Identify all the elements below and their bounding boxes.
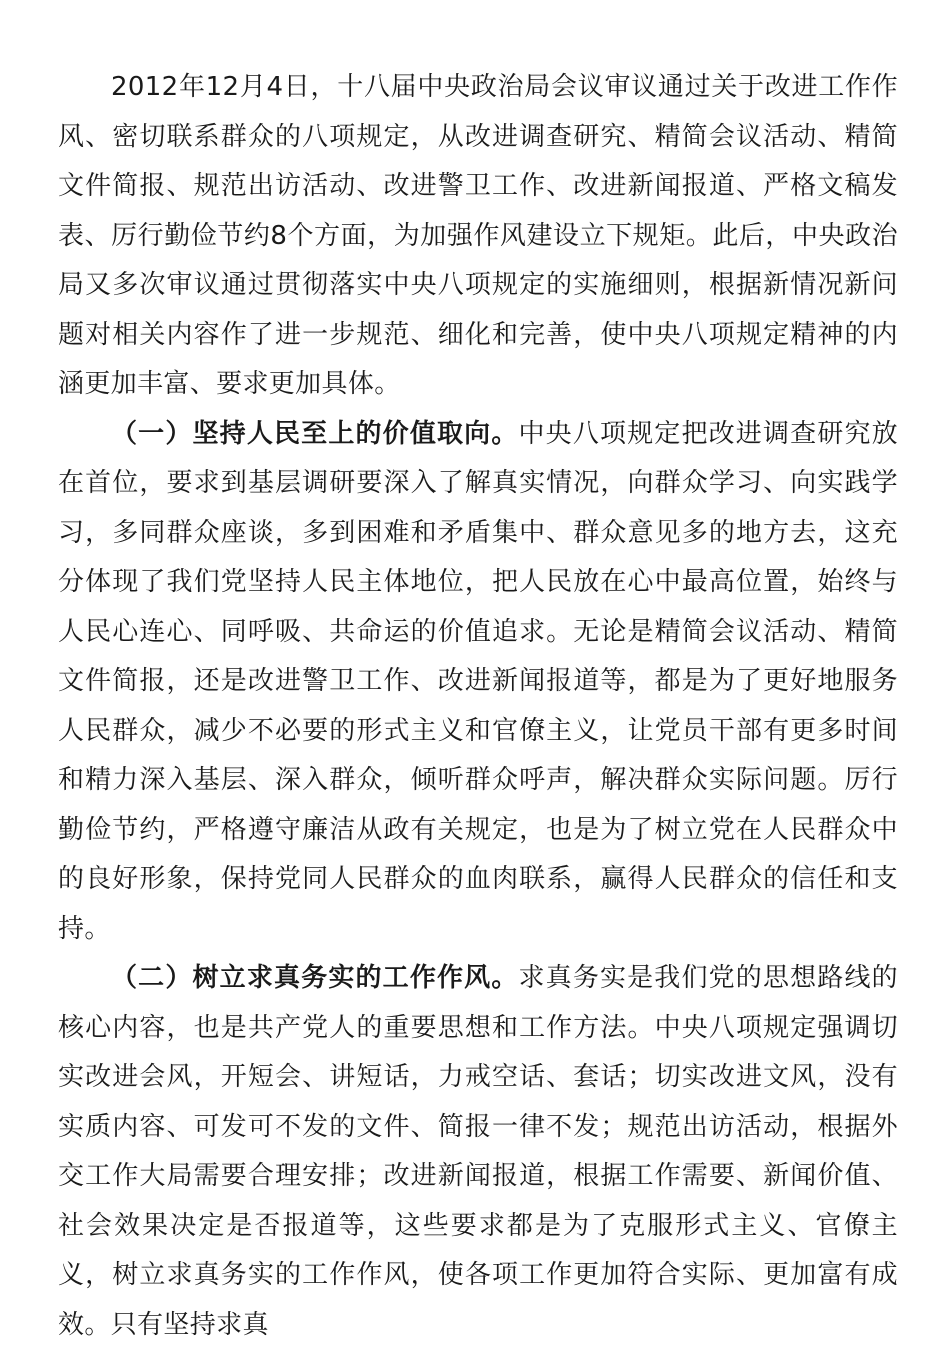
paragraph-body: 中央八项规定把改进调查研究放在首位，要求到基层调研要深入了解真实情况，向群众学习、向实践学习，多同群众座谈，多到困难和矛盾集中、群众意见多的地方去，这充分体现了我们党坚持人民主体地位，把人民放在心中最高位置，始终与人民心连心、同呼吸、共命运的价值追求。无论是精简会议活动、精简文件简报，还是改进警卫工作、改进新闻报道等，都是为了更好地服务人民群众，减少不必要的形式主义和官僚主义，让党员干部有更多时间和精力深入基层、深入群众，倾听群众呼声，解决群众实际问题。厉行勤俭节约，严格遵守廉洁从政有关规定，也是为了树立党在人民群众中的良好形象，保持党同人民群众的血肉联系，赢得人民群众的信任和支持。 — [58, 418, 898, 944]
document-page — [58, 63, 898, 1350]
section-heading-2: （二）树立求真务实的工作作风。 — [111, 963, 519, 993]
paragraph-section-1 — [58, 410, 898, 955]
section-heading-1: （一）坚持人民至上的价值取向。 — [111, 418, 519, 449]
paragraph-body: 2012年12月4日，十八届中央政治局会议审议通过关于改进工作作风、密切联系群众的八项规定，从改进调查研究、精简会议活动、精简文件简报、规范出访活动、改进警卫工作、改进新闻报道、严格文稿发表、厉行勤俭节约8个方面，为加强作风建设立下规矩。此后，中央政治局又多次审议通过贯彻落实中央八项规定的实施细则，根据新情况新问题对相关内容作了进一步规范、细化和完善，使中央八项规定精神的内涵更加丰富、要求更加具体。 — [58, 72, 898, 399]
paragraph-body: 求真务实是我们党的思想路线的核心内容，也是共产党人的重要思想和工作方法。中央八项规定强调切实改进会风，开短会、讲短话，力戒空话、套话；切实改进文风，没有实质内容、可发可不发的文件、简报一律不发；规范出访活动，根据外交工作大局需要合理安排；改进新闻报道，根据工作需要、新闻价值、社会效果决定是否报道等，这些要求都是为了克服形式主义、官僚主义，树立求真务实的工作作风，使各项工作更加符合实际、更加富有成效。只有坚持求真 — [58, 963, 898, 1340]
paragraph-section-2 — [58, 954, 898, 1350]
paragraph-intro — [58, 63, 898, 410]
